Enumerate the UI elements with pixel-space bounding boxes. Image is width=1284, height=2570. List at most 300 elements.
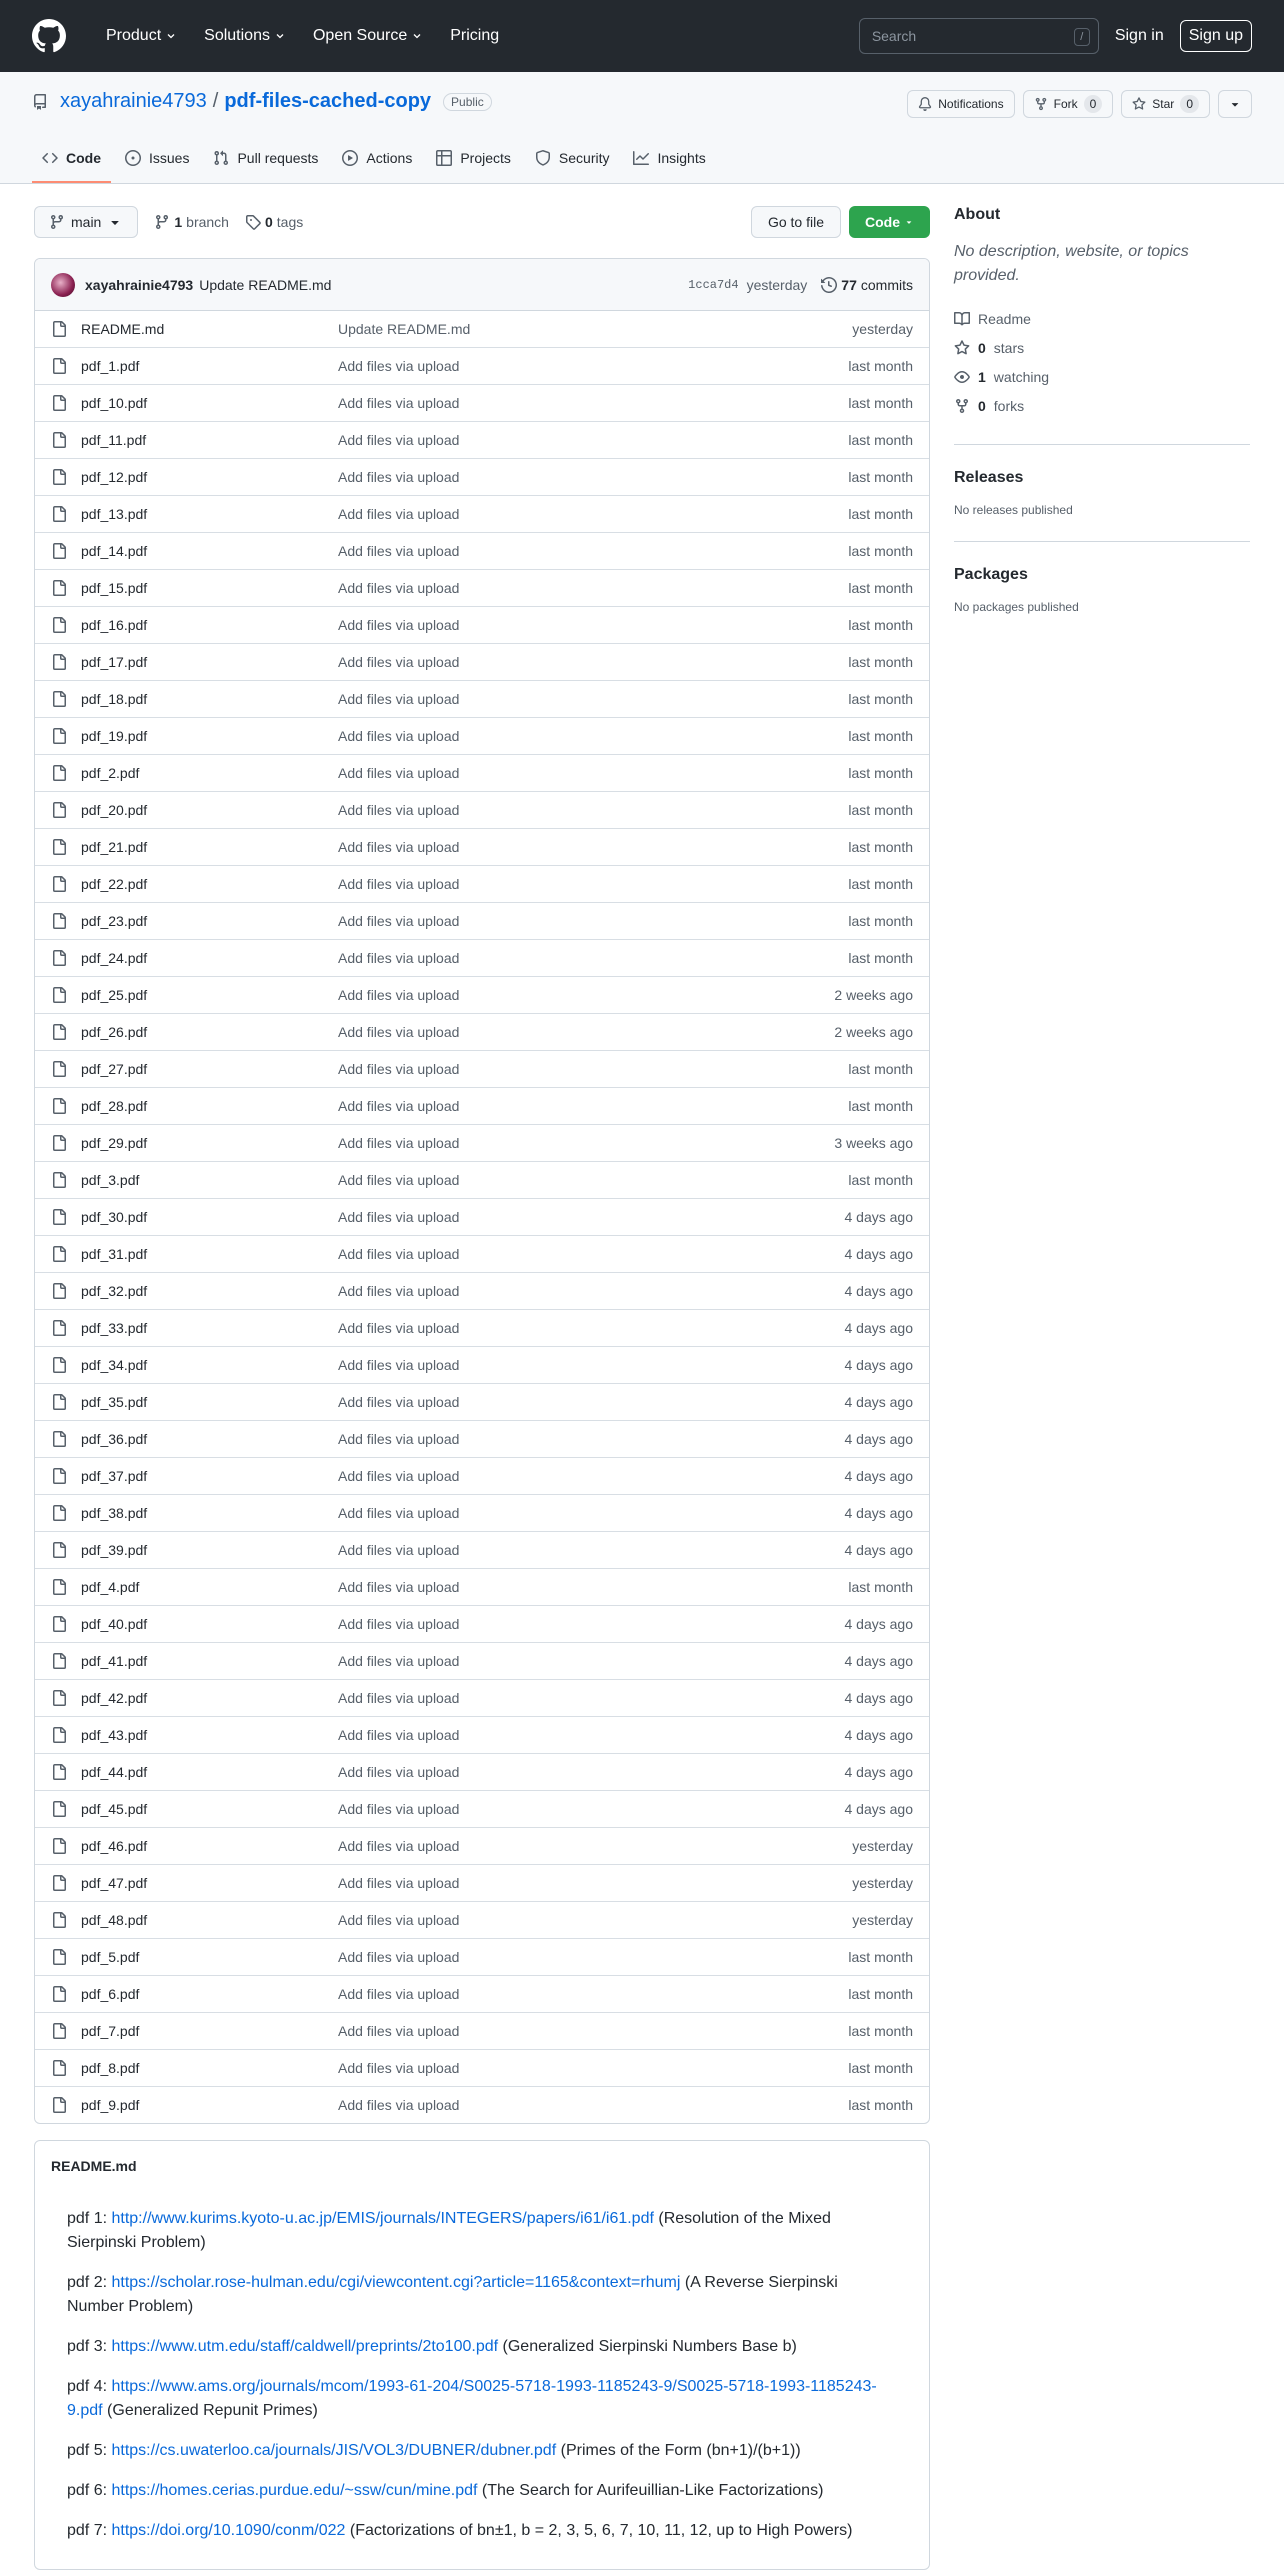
readme-entry (67, 2479, 897, 2503)
file-row[interactable] (35, 828, 929, 865)
file-name-link[interactable]: pdf_23.pdf (81, 913, 148, 929)
file-row[interactable] (35, 1420, 929, 1457)
file-commit-message[interactable]: Add files via upload (338, 1579, 460, 1595)
file-row[interactable] (35, 1901, 929, 1938)
file-commit-message[interactable]: Add files via upload (338, 432, 460, 448)
file-row[interactable] (35, 1013, 929, 1050)
file-commit-date: 4 days ago (844, 1468, 913, 1484)
file-icon (51, 2060, 67, 2076)
file-name-link[interactable]: pdf_30.pdf (81, 1209, 148, 1225)
file-icon (51, 728, 67, 744)
triangle-down-icon (1228, 97, 1242, 111)
tab-security[interactable] (525, 135, 620, 183)
bell-icon (918, 97, 932, 111)
file-name-link[interactable]: pdf_43.pdf (81, 1727, 148, 1743)
file-commit-message[interactable]: Add files via upload (338, 1801, 460, 1817)
file-commit-date: 3 weeks ago (834, 1135, 913, 1151)
code-dropdown-button[interactable] (849, 206, 930, 238)
commits-history-link[interactable] (821, 277, 913, 293)
nav-pricing[interactable] (450, 27, 499, 45)
readme-entry-link[interactable]: https://www.ams.org/journals/mcom/1993-61-204/S0025-5718-1993-1185243-9/S0025-5718-1993-1185243-9.pdf (67, 2378, 877, 2419)
nav-product[interactable] (106, 27, 176, 45)
file-row[interactable] (35, 1235, 929, 1272)
file-icon (51, 1394, 67, 1410)
star-count: 0 (1180, 95, 1199, 113)
file-commit-date: last month (848, 469, 913, 485)
file-commit-message[interactable]: Add files via upload (338, 358, 460, 374)
file-icon (51, 1135, 67, 1151)
file-icon (51, 1764, 67, 1780)
visibility-badge: Public (443, 93, 492, 111)
file-name-link[interactable]: pdf_31.pdf (81, 1246, 148, 1262)
file-row[interactable] (35, 902, 929, 939)
file-icon (51, 432, 67, 448)
readme-entry-description: (The Search for Aurifeuillian-Like Factorizations) (481, 2482, 824, 2499)
code-icon (42, 150, 58, 166)
file-icon (51, 1542, 67, 1558)
readme-entry (67, 2519, 897, 2543)
nav-open-source[interactable] (313, 27, 422, 45)
file-commit-message[interactable]: Add files via upload (338, 1468, 460, 1484)
file-name-link[interactable]: pdf_5.pdf (81, 1949, 140, 1965)
file-name-link[interactable]: pdf_1.pdf (81, 358, 140, 374)
file-commit-date: last month (848, 1098, 913, 1114)
sign-in-link[interactable]: Sign in (1114, 27, 1164, 44)
shield-icon (535, 150, 551, 166)
file-commit-message[interactable]: Add files via upload (338, 1394, 460, 1410)
file-row[interactable] (35, 606, 929, 643)
file-name-link[interactable]: pdf_3.pdf (81, 1172, 140, 1188)
file-name-link[interactable]: pdf_44.pdf (81, 1764, 148, 1780)
fork-icon (954, 398, 970, 414)
readme-entry-link[interactable]: https://doi.org/10.1090/conm/022 (111, 2522, 346, 2539)
branches-link[interactable] (154, 214, 229, 230)
readme-entry-description: (Resolution of the Mixed Sierpinski Problem) (67, 2210, 831, 2251)
repo-icon (32, 94, 48, 110)
file-name-link[interactable]: pdf_40.pdf (81, 1616, 148, 1632)
file-row[interactable] (35, 347, 929, 384)
file-commit-message[interactable]: Add files via upload (338, 654, 460, 670)
forks-link[interactable] (954, 391, 1250, 420)
notifications-button[interactable] (907, 90, 1014, 118)
file-name-link[interactable]: pdf_32.pdf (81, 1283, 148, 1299)
stars-count: 0 (978, 339, 986, 356)
file-commit-message[interactable]: Add files via upload (338, 469, 460, 485)
file-row[interactable] (35, 1605, 929, 1642)
file-row[interactable] (35, 1790, 929, 1827)
file-name-link[interactable]: pdf_28.pdf (81, 1098, 148, 1114)
book-icon (954, 311, 970, 327)
file-icon (51, 1727, 67, 1743)
file-commit-message[interactable]: Add files via upload (338, 1209, 460, 1225)
file-row[interactable] (35, 495, 929, 532)
file-name-link[interactable]: pdf_21.pdf (81, 839, 148, 855)
commit-meta (688, 277, 913, 293)
file-row[interactable] (35, 1975, 929, 2012)
readme-link[interactable] (954, 304, 1250, 333)
file-name-link[interactable]: pdf_14.pdf (81, 543, 148, 559)
stars-link[interactable] (954, 333, 1250, 362)
sign-up-button[interactable]: Sign up (1180, 20, 1252, 52)
file-row[interactable] (35, 865, 929, 902)
file-icon (51, 1283, 67, 1299)
file-commit-date: 4 days ago (844, 1653, 913, 1669)
readme-entry-description: (Primes of the Form (bn+1)/(b+1)) (560, 2442, 801, 2459)
file-commit-message[interactable]: Add files via upload (338, 1135, 460, 1151)
file-row[interactable] (35, 1161, 929, 1198)
main-content (34, 206, 930, 2570)
file-name-link[interactable]: pdf_12.pdf (81, 469, 148, 485)
file-row[interactable] (35, 1383, 929, 1420)
file-row[interactable] (35, 1679, 929, 1716)
file-name-link[interactable]: pdf_20.pdf (81, 802, 148, 818)
file-commit-message[interactable]: Add files via upload (338, 1172, 460, 1188)
file-commit-date: last month (848, 358, 913, 374)
file-icon (51, 1579, 67, 1595)
file-commit-date: 4 days ago (844, 1801, 913, 1817)
file-icon (51, 1468, 67, 1484)
file-commit-message[interactable]: Add files via upload (338, 617, 460, 633)
file-name-link[interactable]: pdf_10.pdf (81, 395, 148, 411)
eye-icon (954, 369, 970, 385)
repo-name-link[interactable]: pdf-files-cached-copy (224, 90, 432, 112)
file-row[interactable] (35, 754, 929, 791)
file-icon (51, 1949, 67, 1965)
file-icon (51, 2097, 67, 2113)
file-name-link[interactable]: pdf_19.pdf (81, 728, 148, 744)
file-commit-date: 4 days ago (844, 1246, 913, 1262)
file-icon (51, 321, 67, 337)
file-name-link[interactable]: pdf_15.pdf (81, 580, 148, 596)
file-commit-message[interactable]: Add files via upload (338, 1986, 460, 2002)
nav-pricing-label: Pricing (450, 27, 500, 44)
readme-title: README.md (51, 2158, 137, 2174)
go-to-file-button[interactable]: Go to file (751, 206, 841, 238)
file-icon (51, 1616, 67, 1632)
file-row[interactable] (35, 1457, 929, 1494)
file-icon (51, 358, 67, 374)
releases-note: No releases published (954, 503, 1073, 517)
file-nav-actions (751, 206, 930, 238)
file-commit-message[interactable]: Add files via upload (338, 1024, 460, 1040)
file-icon (51, 580, 67, 596)
file-name-link[interactable]: pdf_4.pdf (81, 1579, 140, 1595)
file-icon (51, 1801, 67, 1817)
file-commit-message[interactable]: Add files via upload (338, 1616, 460, 1632)
readme-entry (67, 2439, 897, 2463)
file-name-link[interactable]: pdf_7.pdf (81, 2023, 140, 2039)
file-commit-message[interactable]: Add files via upload (338, 506, 460, 522)
file-row[interactable] (35, 939, 929, 976)
file-row[interactable] (35, 976, 929, 1013)
file-commit-message[interactable]: Add files via upload (338, 2023, 460, 2039)
repo-owner-link[interactable]: xayahrainie4793 (60, 90, 207, 112)
global-header (0, 0, 1284, 72)
readme-entry-link[interactable]: https://cs.uwaterloo.ca/journals/JIS/VOL3/DUBNER/dubner.pdf (111, 2442, 557, 2459)
file-row[interactable] (35, 1050, 929, 1087)
file-row[interactable] (35, 458, 929, 495)
file-commit-message[interactable]: Add files via upload (338, 1098, 460, 1114)
tags-label: tags (276, 214, 304, 230)
file-commit-message[interactable]: Add files via upload (338, 1505, 460, 1521)
star-dropdown-button[interactable] (1218, 90, 1252, 118)
file-row[interactable] (35, 569, 929, 606)
file-row[interactable] (35, 1124, 929, 1161)
tab-code[interactable] (32, 135, 111, 183)
file-commit-message[interactable]: Add files via upload (338, 1690, 460, 1706)
file-commit-date: yesterday (852, 1912, 913, 1928)
file-commit-message[interactable]: Add files via upload (338, 1431, 460, 1447)
file-commit-message[interactable]: Add files via upload (338, 802, 460, 818)
file-name-link[interactable]: pdf_26.pdf (81, 1024, 148, 1040)
file-commit-date: 2 weeks ago (834, 1024, 913, 1040)
packages-section (954, 541, 1250, 614)
file-name-link[interactable]: pdf_8.pdf (81, 2060, 140, 2076)
branches-count: 1 (174, 214, 183, 230)
history-icon (821, 277, 837, 293)
file-commit-message[interactable]: Add files via upload (338, 1061, 460, 1077)
file-commit-message[interactable]: Add files via upload (338, 1764, 460, 1780)
file-row[interactable] (35, 1309, 929, 1346)
file-commit-message[interactable]: Add files via upload (338, 1949, 460, 1965)
file-commit-message[interactable]: Add files via upload (338, 691, 460, 707)
commits-label: commits (860, 276, 913, 293)
file-name-link[interactable]: pdf_36.pdf (81, 1431, 148, 1447)
file-navigation (34, 206, 930, 238)
nav-solutions-label: Solutions (204, 27, 270, 44)
chevron-down-icon (166, 31, 176, 41)
file-row[interactable] (35, 791, 929, 828)
file-commit-date: last month (848, 728, 913, 744)
file-commit-message[interactable]: Add files via upload (338, 765, 460, 781)
file-commit-message[interactable]: Add files via upload (338, 728, 460, 744)
readme-entry-label: pdf 1: (67, 2210, 108, 2227)
file-name-link[interactable]: pdf_25.pdf (81, 987, 148, 1003)
file-icon (51, 691, 67, 707)
file-commit-message[interactable]: Add files via upload (338, 1653, 460, 1669)
file-name-link[interactable]: pdf_13.pdf (81, 506, 148, 522)
file-commit-message[interactable]: Add files via upload (338, 1357, 460, 1373)
file-row[interactable] (35, 1087, 929, 1124)
file-icon (51, 1357, 67, 1373)
file-commit-message[interactable]: Add files via upload (338, 987, 460, 1003)
fork-button[interactable] (1023, 90, 1114, 118)
file-name-link[interactable]: pdf_42.pdf (81, 1690, 148, 1706)
file-row[interactable] (35, 311, 929, 347)
tab-pull-requests[interactable] (203, 135, 328, 183)
releases-section (954, 444, 1250, 517)
file-row[interactable] (35, 1716, 929, 1753)
file-row[interactable] (35, 421, 929, 458)
file-name-link[interactable]: pdf_48.pdf (81, 1912, 148, 1928)
file-name-link[interactable]: pdf_34.pdf (81, 1357, 148, 1373)
file-commit-message[interactable]: Add files via upload (338, 1283, 460, 1299)
file-name-link[interactable]: pdf_39.pdf (81, 1542, 148, 1558)
commit-sha-link[interactable]: 1cca7d4 (688, 277, 739, 292)
file-icon (51, 1690, 67, 1706)
watching-label: watching (993, 368, 1050, 385)
file-row[interactable] (35, 1753, 929, 1790)
tags-link[interactable] (245, 214, 303, 230)
file-name-link[interactable]: pdf_38.pdf (81, 1505, 148, 1521)
star-button[interactable] (1121, 90, 1210, 118)
file-commit-message[interactable]: Add files via upload (338, 2060, 460, 2076)
readme-entry (67, 2375, 897, 2423)
file-name-link[interactable]: pdf_6.pdf (81, 1986, 140, 2002)
file-name-link[interactable]: pdf_46.pdf (81, 1838, 148, 1854)
search-input[interactable] (872, 28, 1086, 44)
file-row[interactable] (35, 643, 929, 680)
file-row[interactable] (35, 1531, 929, 1568)
file-name-link[interactable]: README.md (81, 321, 165, 337)
code-button-label: Code (865, 214, 900, 230)
readme-entry-description: (Generalized Repunit Primes) (107, 2402, 318, 2419)
file-name-link[interactable]: pdf_2.pdf (81, 765, 140, 781)
file-name-link[interactable]: pdf_37.pdf (81, 1468, 148, 1484)
file-row[interactable] (35, 2012, 929, 2049)
file-name-link[interactable]: pdf_17.pdf (81, 654, 148, 670)
file-commit-date: last month (848, 432, 913, 448)
file-row[interactable] (35, 1827, 929, 1864)
file-commit-message[interactable]: Add files via upload (338, 1542, 460, 1558)
file-name-link[interactable]: pdf_41.pdf (81, 1653, 148, 1669)
readme-entry-label: pdf 3: (67, 2338, 108, 2355)
file-commit-message[interactable]: Add files via upload (338, 1838, 460, 1854)
file-row[interactable] (35, 1198, 929, 1235)
file-icon (51, 950, 67, 966)
file-row[interactable] (35, 717, 929, 754)
table-icon (436, 150, 452, 166)
fork-icon (1034, 97, 1048, 111)
file-name-link[interactable]: pdf_27.pdf (81, 1061, 148, 1077)
commit-author-link[interactable]: xayahrainie4793 (85, 276, 194, 293)
file-commit-date: yesterday (852, 1875, 913, 1891)
file-icon (51, 839, 67, 855)
readme-entry-description: (Generalized Sierpinski Numbers Base b) (502, 2338, 797, 2355)
readme-entry-label: pdf 7: (67, 2522, 108, 2539)
file-commit-message[interactable]: Update README.md (338, 321, 471, 337)
file-name-link[interactable]: pdf_16.pdf (81, 617, 148, 633)
readme-entry-link[interactable]: https://homes.cerias.purdue.edu/~ssw/cun/mine.pdf (111, 2482, 478, 2499)
file-commit-date: last month (848, 1579, 913, 1595)
tag-icon (245, 214, 261, 230)
file-commit-date: 4 days ago (844, 1727, 913, 1743)
file-row[interactable] (35, 1346, 929, 1383)
file-name-link[interactable]: pdf_18.pdf (81, 691, 148, 707)
latest-commit-bar (35, 259, 929, 311)
file-name-link[interactable]: pdf_47.pdf (81, 1875, 148, 1891)
avatar[interactable] (51, 273, 75, 297)
tab-insights[interactable] (623, 135, 715, 183)
file-commit-message[interactable]: Add files via upload (338, 543, 460, 559)
file-commit-message[interactable]: Add files via upload (338, 1727, 460, 1743)
file-commit-date: 4 days ago (844, 1690, 913, 1706)
file-commit-message[interactable]: Add files via upload (338, 839, 460, 855)
watching-count: 1 (978, 368, 986, 385)
triangle-down-icon (107, 214, 123, 230)
file-commit-message[interactable]: Add files via upload (338, 1875, 460, 1891)
file-row[interactable] (35, 532, 929, 569)
triangle-down-icon (904, 217, 914, 227)
file-icon (51, 1209, 67, 1225)
tags-count: 0 (264, 214, 273, 230)
file-name-link[interactable]: pdf_33.pdf (81, 1320, 148, 1336)
branch-select-button[interactable] (34, 206, 138, 238)
file-commit-message[interactable]: Add files via upload (338, 1912, 460, 1928)
file-commit-date: 4 days ago (844, 1431, 913, 1447)
file-name-link[interactable]: pdf_45.pdf (81, 1801, 148, 1817)
file-name-link[interactable]: pdf_22.pdf (81, 876, 148, 892)
tab-pull-requests-label: Pull requests (237, 150, 319, 166)
tab-projects-label: Projects (460, 150, 511, 166)
file-row[interactable] (35, 1864, 929, 1901)
tab-insights-label: Insights (657, 150, 706, 166)
file-commit-date: 4 days ago (844, 1542, 913, 1558)
file-commit-message[interactable]: Add files via upload (338, 1320, 460, 1336)
file-row[interactable] (35, 680, 929, 717)
watchers-link[interactable] (954, 362, 1250, 391)
file-row[interactable] (35, 1494, 929, 1531)
notifications-label: Notifications (938, 97, 1004, 111)
file-row[interactable] (35, 2086, 929, 2123)
file-icon (51, 543, 67, 559)
file-commit-date: last month (848, 543, 913, 559)
readme-entry-link[interactable]: https://www.utm.edu/staff/caldwell/preprints/2to100.pdf (111, 2338, 499, 2355)
readme-body (35, 2191, 929, 2543)
file-commit-message[interactable]: Add files via upload (338, 950, 460, 966)
file-commit-message[interactable]: Add files via upload (338, 2097, 460, 2113)
releases-heading[interactable]: Releases (954, 469, 1024, 486)
file-name-link[interactable]: pdf_11.pdf (81, 432, 147, 448)
tab-actions[interactable] (332, 135, 422, 183)
issue-icon (125, 150, 141, 166)
tab-security-label: Security (558, 150, 610, 166)
file-commit-message[interactable]: Add files via upload (338, 1246, 460, 1262)
file-commit-message[interactable]: Add files via upload (338, 580, 460, 596)
file-commit-message[interactable]: Add files via upload (338, 913, 460, 929)
tab-issues[interactable] (115, 135, 199, 183)
file-row[interactable] (35, 1272, 929, 1309)
file-commit-date: last month (848, 691, 913, 707)
file-name-link[interactable]: pdf_9.pdf (81, 2097, 140, 2113)
fork-count: 0 (1084, 95, 1103, 113)
file-name-link[interactable]: pdf_35.pdf (81, 1394, 148, 1410)
readme-entry-link[interactable]: https://scholar.rose-hulman.edu/cgi/viewcontent.cgi?article=1165&context=rhumj (111, 2274, 681, 2291)
file-name-link[interactable]: pdf_24.pdf (81, 950, 148, 966)
file-commit-date: last month (848, 765, 913, 781)
tab-issues-label: Issues (149, 150, 190, 166)
header-right (859, 18, 1252, 54)
commit-message-link[interactable]: Update README.md (199, 276, 332, 293)
file-name-link[interactable]: pdf_29.pdf (81, 1135, 148, 1151)
file-row[interactable] (35, 384, 929, 421)
file-row[interactable] (35, 1568, 929, 1605)
packages-heading[interactable]: Packages (954, 566, 1028, 583)
file-icon (51, 1986, 67, 2002)
file-row[interactable] (35, 1938, 929, 1975)
file-commit-date: last month (848, 580, 913, 596)
file-icon (51, 1061, 67, 1077)
file-icon (51, 1875, 67, 1891)
file-row[interactable] (35, 1642, 929, 1679)
file-row[interactable] (35, 2049, 929, 2086)
github-logo-icon[interactable] (32, 19, 66, 53)
tab-projects[interactable] (426, 135, 521, 183)
file-commit-message[interactable]: Add files via upload (338, 395, 460, 411)
readme-entry-link[interactable]: http://www.kurims.kyoto-u.ac.jp/EMIS/journals/INTEGERS/papers/i61/i61.pdf (111, 2210, 654, 2227)
file-commit-message[interactable]: Add files via upload (338, 876, 460, 892)
nav-solutions[interactable] (204, 27, 285, 45)
